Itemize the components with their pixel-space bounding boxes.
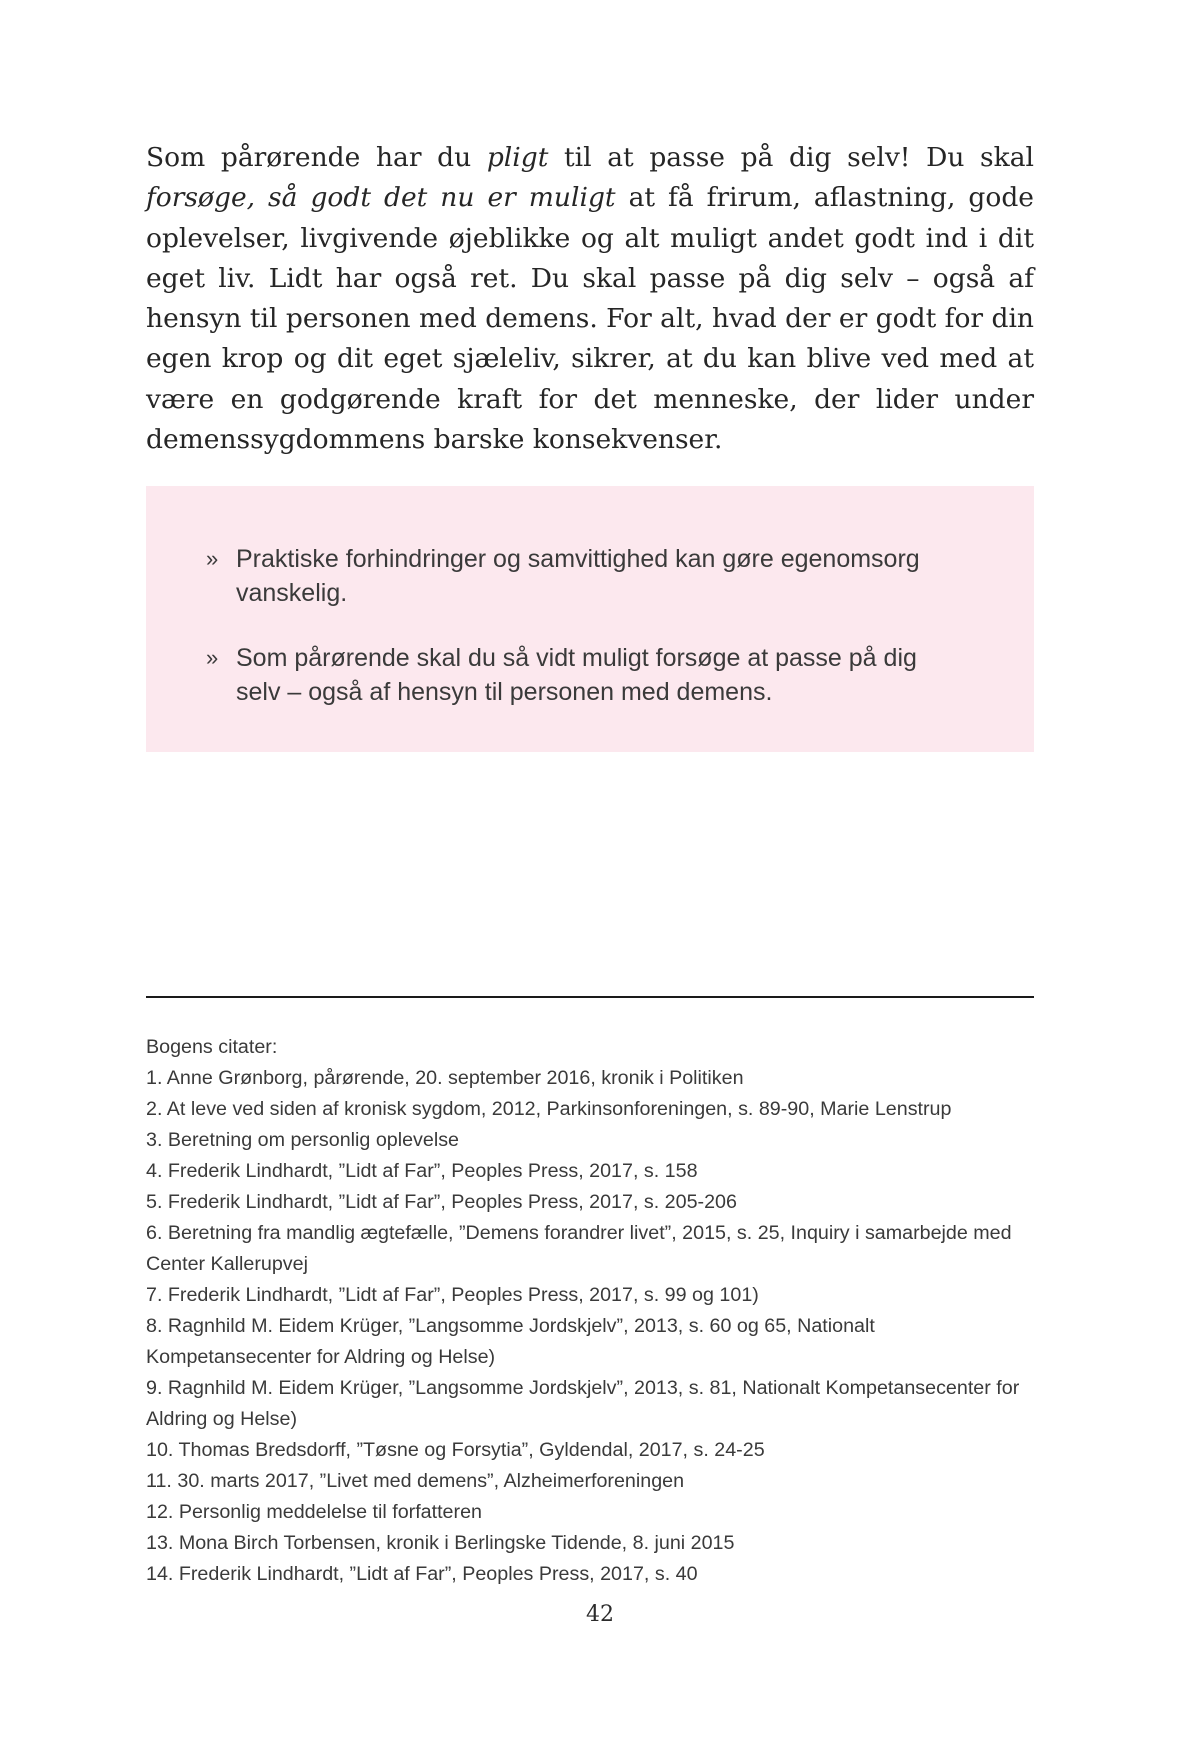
summary-item [206, 641, 974, 709]
citation-item: 6. Beretning fra mandlig ægtefælle, ”Demens forandrer livet”, 2015, s. 25, Inquiry i samarbejde med Center Kallerupvej [146, 1222, 1012, 1275]
main-paragraph [146, 138, 1034, 460]
citation-item: 10. Thomas Bredsdorff, ”Tøsne og Forsytia”, Gyldendal, 2017, s. 24-25 [146, 1439, 765, 1461]
citation-item: 3. Beretning om personlig oplevelse [146, 1129, 460, 1151]
chevron-bullet-icon: » [206, 645, 219, 670]
citations-list [146, 1032, 1034, 1590]
summary-item [206, 542, 974, 610]
footnote-divider [146, 996, 1034, 998]
citation-item: 2. At leve ved siden af kronisk sygdom, 2012, Parkinsonforeningen, s. 89-90, Marie Lenstrup [146, 1098, 952, 1120]
paragraph-segment: til at passe på dig selv! Du skal [548, 142, 1034, 173]
emphasis-pligt: pligt [486, 142, 549, 173]
summary-item-text: Praktiske forhindringer og samvittighed kan gøre egenomsorg vanskelig. [236, 545, 920, 607]
citation-item: 7. Frederik Lindhardt, ”Lidt af Far”, Peoples Press, 2017, s. 99 og 101) [146, 1284, 759, 1306]
citation-item: 4. Frederik Lindhardt, ”Lidt af Far”, Peoples Press, 2017, s. 158 [146, 1160, 698, 1182]
paragraph-segment: at få frirum, aflastning, gode oplevelser, livgivende øjeblikke og alt muligt andet godt ind i dit eget liv. Lidt har også ret. Du skal passe på dig selv – også af hensyn til personen med demens. For alt, hvad der er godt for din egen krop og dit eget sjæleliv, sikrer, at du kan blive ved med at være en godgørende kraft for det menneske, der lider under demenssygdommens barske konsekvenser. [146, 182, 1034, 456]
chevron-bullet-icon: » [206, 546, 219, 571]
page-number: 42 [586, 1602, 614, 1627]
citation-item: 11. 30. marts 2017, ”Livet med demens”, Alzheimerforeningen [146, 1470, 685, 1492]
citation-item: 9. Ragnhild M. Eidem Krüger, ”Langsomme Jordskjelv”, 2013, s. 81, Nationalt Kompetansecenter for Aldring og Helse) [146, 1377, 1020, 1430]
main-text-block [146, 138, 1034, 460]
citations-title: Bogens citater: [146, 1036, 278, 1058]
emphasis-forsoege: forsøge, så godt det nu er muligt [146, 182, 616, 214]
summary-box [146, 486, 1034, 752]
summary-item-text: Som pårørende skal du så vidt muligt forsøge at passe på dig selv – også af hensyn til personen med demens. [236, 644, 917, 706]
citation-item: 13. Mona Birch Torbensen, kronik i Berlingske Tidende, 8. juni 2015 [146, 1532, 735, 1554]
citation-item: 1. Anne Grønborg, pårørende, 20. september 2016, kronik i Politiken [146, 1067, 744, 1089]
citation-item: 14. Frederik Lindhardt, ”Lidt af Far”, Peoples Press, 2017, s. 40 [146, 1563, 698, 1585]
citation-item: 8. Ragnhild M. Eidem Krüger, ”Langsomme Jordskjelv”, 2013, s. 60 og 65, Nationalt Kompetansecenter for Aldring og Helse) [146, 1315, 875, 1368]
citation-item: 5. Frederik Lindhardt, ”Lidt af Far”, Peoples Press, 2017, s. 205-206 [146, 1191, 737, 1213]
paragraph-segment: Som pårørende har du [146, 142, 487, 173]
citation-item: 12. Personlig meddelelse til forfatteren [146, 1501, 482, 1523]
